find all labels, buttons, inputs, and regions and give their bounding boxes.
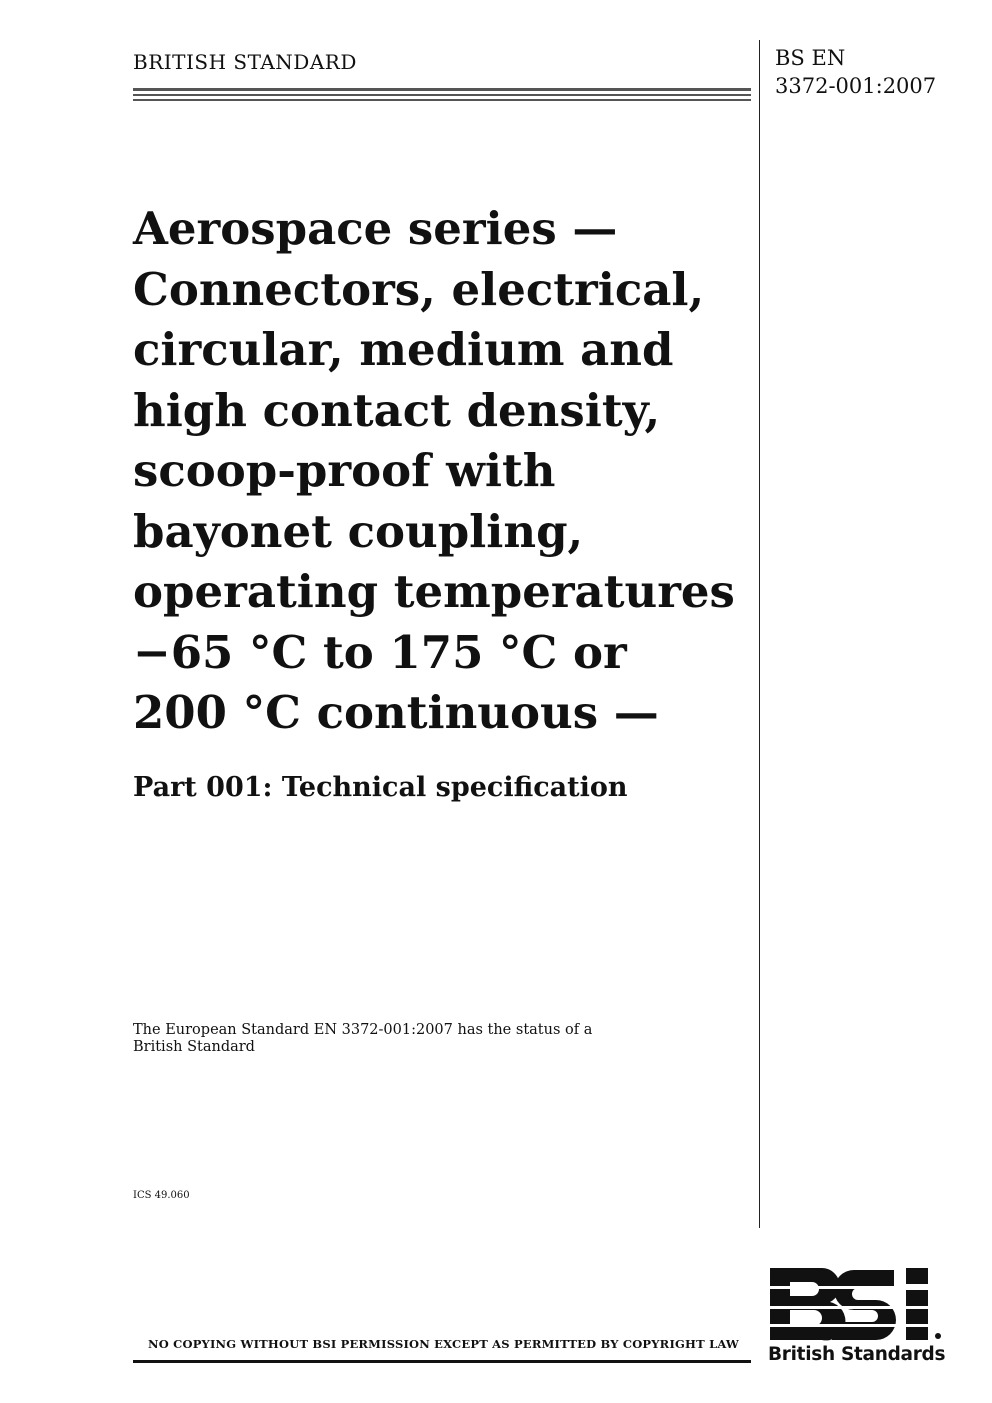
header-rule xyxy=(133,88,751,91)
standard-number-line: 3372-001:2007 xyxy=(775,74,937,98)
bsi-logo-caption: British Standards xyxy=(768,1344,946,1365)
standard-type-label: BRITISH STANDARD xyxy=(133,50,357,74)
header-rule xyxy=(133,94,751,96)
standard-number xyxy=(775,44,936,100)
part-title: Part 001: Technical specification xyxy=(133,772,628,803)
header-rules xyxy=(133,88,751,101)
header-rule xyxy=(133,99,751,101)
status-note: The European Standard EN 3372-001:2007 has the status of a British Standard xyxy=(133,1022,593,1055)
copyright-notice: NO COPYING WITHOUT BSI PERMISSION EXCEPT AS PERMITTED BY COPYRIGHT LAW xyxy=(148,1337,740,1351)
ics-code: ICS 49.060 xyxy=(133,1190,190,1201)
footer-rule xyxy=(133,1360,751,1363)
standard-number-line: BS EN xyxy=(775,46,846,70)
document-title: Aerospace series — Connectors, electrical, circular, medium and high contact density, scoop-proof with bayonet coupling, operating temperatures −65 °C to 175 °C or 200 °C continuous — xyxy=(133,202,735,739)
bsi-logo-mark xyxy=(764,1264,944,1344)
